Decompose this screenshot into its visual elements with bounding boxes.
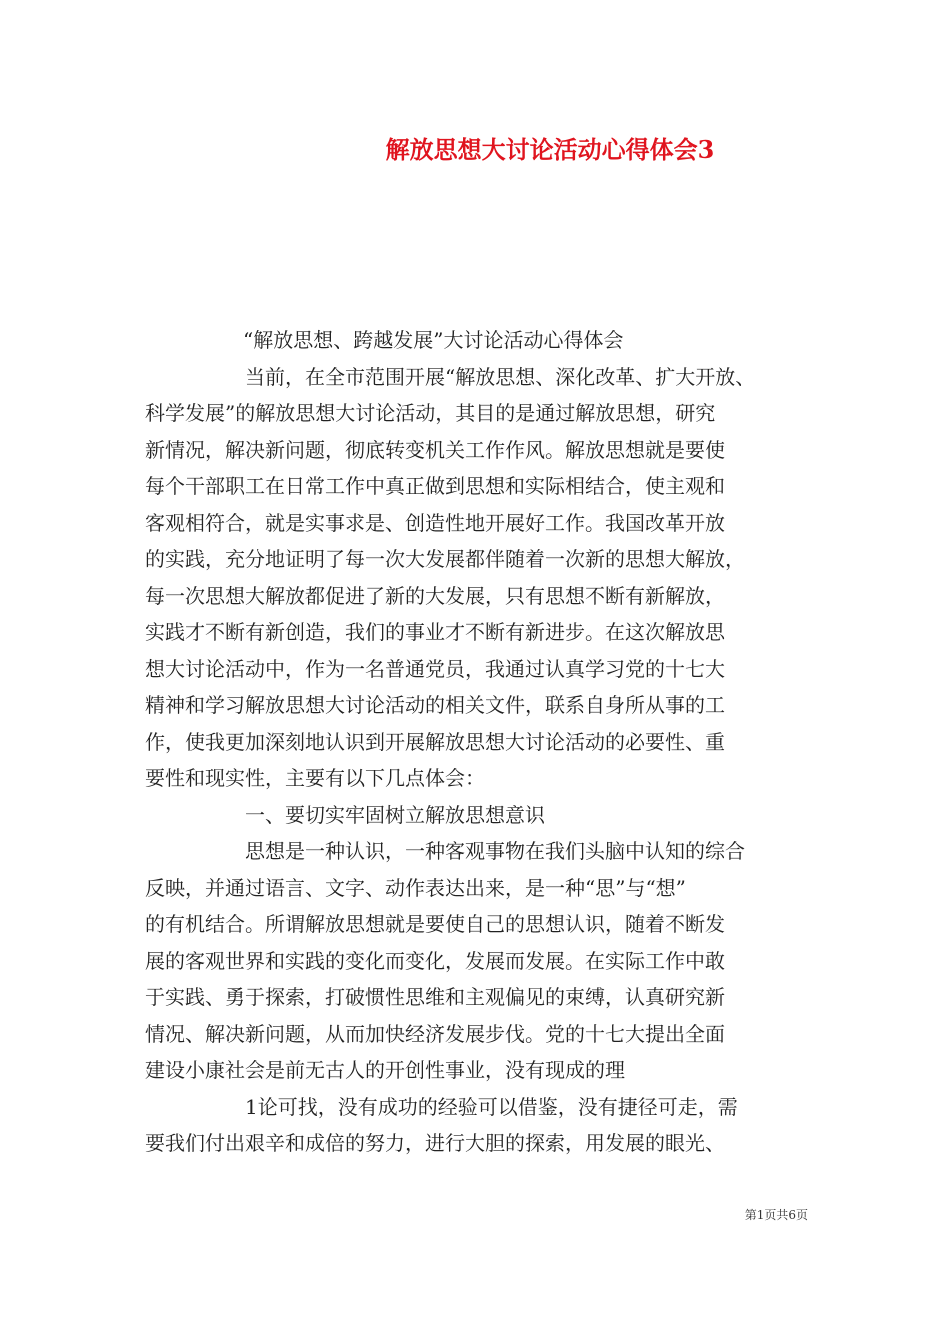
paragraph-line: 思想是一种认识，一种客观事物在我们头脑中认知的综合 (245, 839, 745, 863)
paragraph-line: 想大讨论活动中，作为一名普通党员，我通过认真学习党的十七大 (145, 656, 725, 681)
paragraph-line: 当前，在全市范围开展“解放思想、深化改革、扩大开放、 (245, 364, 756, 389)
paragraph-line: 每一次思想大解放都促进了新的大发展，只有思想不断有新解放， (145, 583, 725, 608)
paragraph-line: 客观相符合，就是实事求是、创造性地开展好工作。我国改革开放 (145, 510, 725, 535)
page-number-footer: 第1页共6页 (744, 1208, 808, 1222)
paragraph-line: 实践才不断有新创造，我们的事业才不断有新进步。在这次解放思 (145, 620, 725, 644)
paragraph-line: 精神和学习解放思想大讨论活动的相关文件，联系自身所从事的工 (145, 693, 725, 717)
paragraph-line: 每个干部职工在日常工作中真正做到思想和实际相结合，使主观和 (145, 474, 725, 498)
paragraph-line: 1论可找，没有成功的经验可以借鉴，没有捷径可走，需 (245, 1094, 738, 1119)
document-title: 解放思想大讨论活动心得体会3 (385, 135, 715, 164)
paragraph-line: 科学发展”的解放思想大讨论活动，其目的是通过解放思想，研究 (145, 401, 716, 425)
section-heading: 一、要切实牢固树立解放思想意识 (245, 802, 545, 827)
paragraph-line: 作，使我更加深刻地认识到开展解放思想大讨论活动的必要性、重 (145, 729, 725, 754)
paragraph-line: 反映，并通过语言、文字、动作表达出来，是一种“思”与“想” (145, 875, 686, 900)
document-body (145, 322, 810, 1162)
paragraph-line: 建设小康社会是前无古人的开创性事业，没有现成的理 (145, 1058, 625, 1082)
paragraph-line: 要我们付出艰辛和成倍的努力，进行大胆的探索，用发展的眼光、 (145, 1131, 725, 1155)
paragraph-line: 要性和现实性，主要有以下几点体会： (145, 766, 485, 790)
paragraph-line: 展的客观世界和实践的变化而变化，发展而发展。在实际工作中敢 (145, 948, 725, 973)
subtitle-line: “解放思想、跨越发展”大讨论活动心得体会 (243, 328, 624, 352)
paragraph-line: 新情况，解决新问题，彻底转变机关工作作风。解放思想就是要使 (145, 437, 725, 462)
paragraph-line: 情况、解决新问题，从而加快经济发展步伐。党的十七大提出全面 (145, 1021, 725, 1046)
paragraph-line: 于实践、勇于探索，打破惯性思维和主观偏见的束缚，认真研究新 (145, 985, 725, 1009)
paragraph-line: 的有机结合。所谓解放思想就是要使自己的思想认识，随着不断发 (145, 912, 725, 936)
paragraph-line: 的实践，充分地证明了每一次大发展都伴随着一次新的思想大解放， (145, 547, 745, 571)
